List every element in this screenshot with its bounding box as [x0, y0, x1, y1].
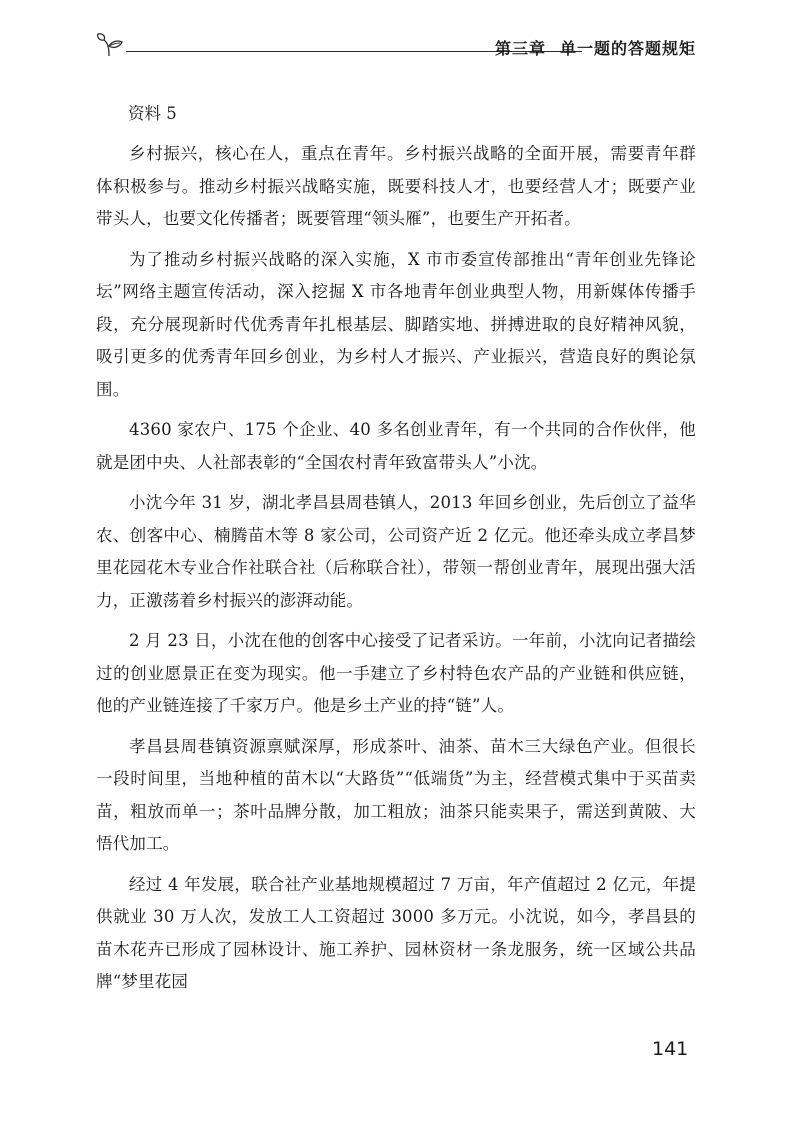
- page-header: [96, 28, 696, 64]
- material-heading: 资料 5: [128, 104, 177, 123]
- paragraph: 乡村振兴，核心在人，重点在青年。乡村振兴战略的全面开展，需要青年群体积极参与。推动乡村振兴战略实施，既要科技人才，也要经营人才；既要产业带头人，也要文化传播者；既要管理“领头雁”，也要生产开拓者。: [96, 144, 696, 228]
- paragraph: 为了推动乡村振兴战略的深入实施，X 市市委宣传部推出“青年创业先锋论坛”网络主题宣传活动，深入挖掘 X 市各地青年创业典型人物，用新媒体传播手段，充分展现新时代优秀青年扎根基层、脚踏实地、拼搏进取的良好精神风貌，吸引更多的优秀青年回乡创业，为乡村人才振兴、产业振兴，营造良好的舆论氛围。: [96, 249, 696, 399]
- paragraph: 小沈今年 31 岁，湖北孝昌县周巷镇人，2013 年回乡创业，先后创立了益华农、创客中心、楠腾苗木等 8 家公司，公司资产近 2 亿元。他还牵头成立孝昌梦里花园花木专业合作社联合社（后称联合社），带领一帮创业青年，展现出强大活力，正激荡着乡村振兴的澎湃动能。: [96, 493, 696, 610]
- paragraph: 2 月 23 日，小沈在他的创客中心接受了记者采访。一年前，小沈向记者描绘过的创业愿景正在变为现实。他一手建立了乡村特色农产品的产业链和供应链，他的产业链连接了千家万户。他是乡土产业的持“链”人。: [96, 631, 696, 715]
- page-number: 141: [652, 1038, 689, 1060]
- running-header: [495, 36, 696, 59]
- paragraph: 孝昌县周巷镇资源禀赋深厚，形成茶叶、油茶、苗木三大绿色产业。但很长一段时间里，当地种植的苗木以“大路货”“低端货”为主，经营模式集中于买苗卖苗，粗放而单一；茶叶品牌分散，加工粗放；油茶只能卖果子，需送到黄陂、大悟代加工。: [96, 736, 696, 853]
- chapter-title: 单一题的答题规矩: [559, 39, 696, 58]
- page-body: [96, 98, 696, 1007]
- paragraph: 经过 4 年发展，联合社产业基地规模超过 7 万亩，年产值超过 2 亿元，年提供就业 30 万人次，发放工人工资超过 3000 多万元。小沈说，如今，孝昌县的苗木花卉已形成了园林设计、施工养护、园林资材一条龙服务，统一区域公共品牌“梦里花园: [96, 874, 696, 991]
- paragraph: 4360 家农户、175 个企业、40 多名创业青年，有一个共同的合作伙伴，他就是团中央、人社部表彰的“全国农村青年致富带头人”小沈。: [96, 420, 696, 472]
- leaf-sprout-icon: [96, 32, 126, 58]
- chapter-label: 第三章: [494, 39, 546, 58]
